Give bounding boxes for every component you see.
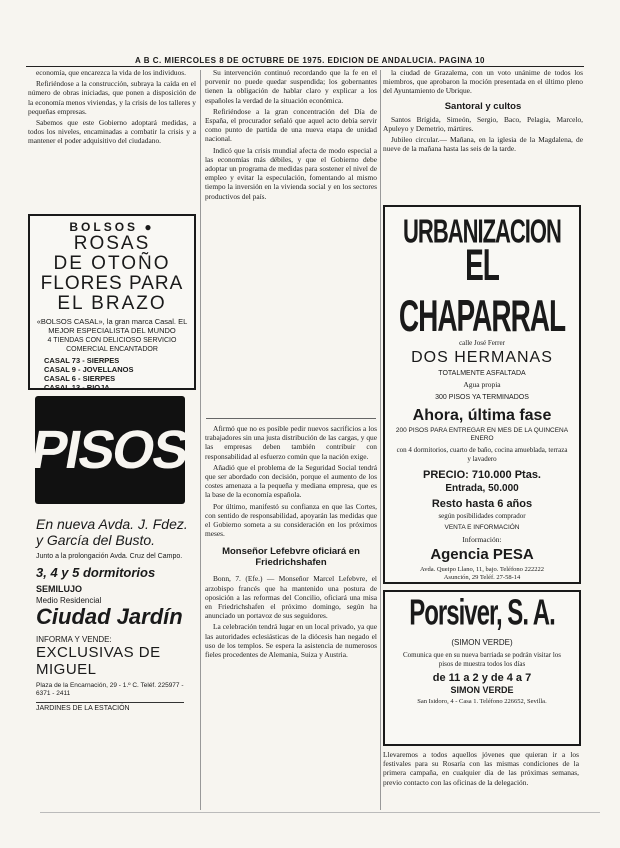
ad-bolsos-headline-1: ROSAS bbox=[73, 233, 151, 254]
ad-bolsos-headline-4: EL BRAZO bbox=[57, 293, 167, 314]
ad-chaparral-offer-detail: 200 PISOS PARA ENTREGAR EN MES DE LA QUINCENA ENERO bbox=[395, 427, 569, 442]
ad-chaparral-info-label: Información: bbox=[462, 535, 502, 544]
paragraph: Afirmó que no es posible pedir nuevos sacrificios a los trabajadores sin una justa distribución de las cargas, y que las empresas deben también contribuir con responsabilidad al esfuerzo común que la nación exige. bbox=[205, 424, 377, 461]
ad-pisos-rooms: 3, 4 y 5 dormitorios bbox=[36, 565, 156, 580]
ad-porsiver-hours: de 11 a 2 y de 4 a 7 bbox=[432, 672, 532, 684]
ad-bolsos-brand: BOLSOS ● bbox=[69, 220, 155, 234]
ad-porsiver-title: Porsiver, S. A. bbox=[409, 593, 555, 634]
shop-item: CASAL 6 - SIERPES bbox=[44, 374, 116, 383]
ad-chaparral-address-1: Avda. Queipo Llano, 11, bajo. Teléfono 222222 bbox=[420, 566, 544, 573]
paragraph: Refiriéndose a la gran concentración del Día de España, el procurador señaló que aquel acto debía servir como punto de partida de una nueva etapa de unidad nacional. bbox=[205, 106, 377, 144]
article-col3 bbox=[383, 68, 583, 188]
ad-chaparral-terms-1: Resto hasta 6 años bbox=[431, 498, 533, 510]
ad-pisos-project-intro: Medio Residencial bbox=[36, 596, 102, 605]
article-col2 bbox=[205, 68, 377, 418]
article-col2-continued bbox=[205, 424, 377, 806]
paragraph: Llevaremos a todos aquellos jóvenes que quieran ir a los festivales para su Rosaría con las mismas condiciones de la primera campaña, en cualquier día de las próximas semanas, previo contacto con las oficinas de la delegación. bbox=[383, 750, 579, 787]
ad-pisos bbox=[28, 396, 192, 806]
ad-pisos-agent-name: EXCLUSIVAS DE MIGUEL bbox=[36, 644, 161, 678]
paragraph: Sabemos que este Gobierno adoptará medidas, a todos los niveles, encaminadas a combatir la crisis y a mantener el poder adquisitivo del ciudadano. bbox=[28, 118, 196, 146]
shop-item: CASAL 73 - SIERPES bbox=[44, 356, 120, 365]
shop-item: CASAL 13 - RIOJA bbox=[44, 383, 110, 392]
ad-pisos-agent-intro: INFORMA Y VENDE: bbox=[36, 635, 112, 644]
column-divider bbox=[380, 70, 381, 810]
ad-chaparral-features: con 4 dormitorios, cuarto de baño, cocina amueblada, terraza y lavadero bbox=[396, 446, 568, 463]
ad-chaparral-town: DOS HERMANAS bbox=[411, 349, 553, 366]
ad-bolsos-body: «BOLSOS CASAL», la gran marca Casal. EL MEJOR ESPECIALISTA DEL MUNDO bbox=[36, 317, 188, 335]
ad-bolsos-shop-list bbox=[44, 356, 194, 392]
paragraph: La celebración tendrá lugar en un local privado, ya que las autoridades eclesiásticas de la diócesis han negado el uso de los templos. Se espera la asistencia de numerosos fieles procedentes de Alemania, Suiza y Austria. bbox=[205, 622, 377, 660]
paragraph: Refiriéndose a la construcción, subraya la caída en el número de obras iniciadas, que ponen a disposición de la economía menos viviendas, y la crisis de los talleres y pequeñas empresas. bbox=[28, 79, 196, 116]
ad-chaparral-line-2: Agua propia bbox=[463, 380, 501, 389]
ad-chaparral-terms-3: VENTA E INFORMACIÓN bbox=[444, 524, 520, 531]
ad-porsiver-place: SIMON VERDE bbox=[450, 685, 514, 695]
ad-porsiver-subtitle: (SIMON VERDE) bbox=[451, 638, 513, 647]
paragraph: Indicó que la crisis mundial afecta de modo especial a las economías más débiles, y que el Gobierno debe adoptar un programa de medidas para sostener el nivel de empleo y evitar la especulación, fomentando al mismo tiempo la inversión en la vivienda social y en los sectores productivos del país. bbox=[205, 145, 377, 201]
paragraph: Por último, manifestó su confianza en que las Cortes, con sentido de responsabilidad, apoyarán las medidas que el Gobierno someta a su consideración en los próximos meses. bbox=[205, 501, 377, 539]
ad-chaparral-line-1: TOTALMENTE ASFALTADA bbox=[438, 370, 526, 377]
ad-pisos-location-1: En nueva Avda. J. Fdez. y García del Busto. bbox=[36, 516, 188, 548]
ad-pisos-title-box bbox=[27, 396, 193, 504]
paragraph: Añadió que el problema de la Seguridad Social tendrá que ser abordado con decisión, porque el aumento de los costes amenaza a la pequeña y mediana empresa, que es la base de la economía española. bbox=[205, 462, 377, 500]
divider bbox=[40, 812, 600, 813]
ad-chaparral-intro: calle José Ferrer bbox=[459, 339, 505, 347]
ad-chaparral-agency: Agencia PESA bbox=[430, 546, 534, 563]
ad-porsiver-address: San Isidoro, 4 - Casa 1. Teléfono 226652, Sevilla. bbox=[417, 698, 547, 705]
section-title-lefebvre: Monseñor Lefebvre oficiará en Friedrichshafen bbox=[222, 546, 360, 569]
paragraph: economía, que encarezca la vida de los individuos. bbox=[36, 68, 187, 77]
column-divider bbox=[200, 70, 201, 810]
ad-pisos-title: PISOS bbox=[27, 420, 193, 480]
paragraph: la ciudad de Grazalema, con un voto unánime de todos los miembros, que aprobaron la moción presentada en el último pleno del Ayuntamiento de Ubrique. bbox=[383, 68, 583, 96]
ad-pisos-footer: JARDINES DE LA ESTACIÓN bbox=[36, 702, 184, 712]
header-rule bbox=[26, 66, 584, 67]
ad-pisos-status: SEMILUJO bbox=[36, 584, 83, 594]
paragraph: Bonn, 7. (Efe.) — Monseñor Marcel Lefebvre, el arzobispo francés que ha mantenido una postura de oposición a las reformas del Concilio, oficiará una misa en Friedrichshafen el próximo domingo, según ha anunciado un portavoz de sus seguidores. bbox=[205, 574, 377, 621]
ad-chaparral bbox=[383, 205, 581, 584]
ad-bolsos-headline-3: FLORES PARA bbox=[40, 273, 184, 294]
ad-chaparral-title-1: URBANIZACION bbox=[403, 212, 561, 250]
page-header: A B C. MIERCOLES 8 DE OCTUBRE DE 1975. EDICION DE ANDALUCIA. PAGINA 10 bbox=[134, 56, 485, 65]
section-title-santoral: Santoral y cultos bbox=[444, 100, 522, 112]
ad-chaparral-price: PRECIO: 710.000 Ptas. bbox=[422, 469, 541, 481]
article-bottom-right bbox=[383, 750, 579, 806]
divider bbox=[206, 418, 376, 419]
ad-pisos-project-name: Ciudad Jardín bbox=[36, 604, 183, 629]
ad-pisos-agent-address: Plaza de la Encarnación, 29 - 1.º C. Teléf. 225977 - 6371 - 2411 bbox=[36, 682, 184, 697]
shop-item: CASAL 9 - JOVELLANOS bbox=[44, 365, 134, 374]
ad-chaparral-line-3: 300 PISOS YA TERMINADOS bbox=[435, 394, 529, 401]
ad-chaparral-title-2: EL CHAPARRAL bbox=[398, 239, 566, 341]
paragraph: Su intervención continuó recordando que la fe en el porvenir no puede quedar suspendida; los gobernantes tienen la obligación de hablar claro y explicar a los españoles la verdad de la situación económica. bbox=[205, 68, 377, 105]
ad-chaparral-down-payment: Entrada, 50.000 bbox=[445, 483, 519, 494]
paragraph: Jubileo circular.— Mañana, en la iglesia de la Magdalena, de nueve de la mañana hasta las seis de la tarde. bbox=[383, 135, 583, 154]
ad-pisos-location-2: Junto a la prolongación Avda. Cruz del Campo. bbox=[36, 553, 183, 560]
ad-porsiver bbox=[383, 590, 581, 746]
ad-bolsos bbox=[28, 214, 196, 390]
ad-chaparral-address-2: Asunción, 29 Teléf. 27-58-14 bbox=[443, 574, 521, 581]
ad-bolsos-headline-2: DE OTOÑO bbox=[53, 253, 171, 274]
article-col1 bbox=[28, 68, 196, 163]
paragraph: Santos Brígida, Simeón, Sergio, Baco, Pelagia, Marcelo, Apuleyo y Demetrio, mártires. bbox=[383, 114, 583, 134]
ad-chaparral-terms-2: según posibilidades comprador bbox=[438, 512, 526, 520]
ad-bolsos-shops-intro: 4 TIENDAS CON DELICIOSO SERVICIO COMERCIAL ENCANTADOR bbox=[47, 337, 177, 353]
ad-chaparral-offer: Ahora, última fase bbox=[412, 407, 552, 424]
ad-porsiver-body: Comunica que en su nueva barriada se podrán visitar los pisos de muestra todos los días bbox=[402, 651, 562, 668]
